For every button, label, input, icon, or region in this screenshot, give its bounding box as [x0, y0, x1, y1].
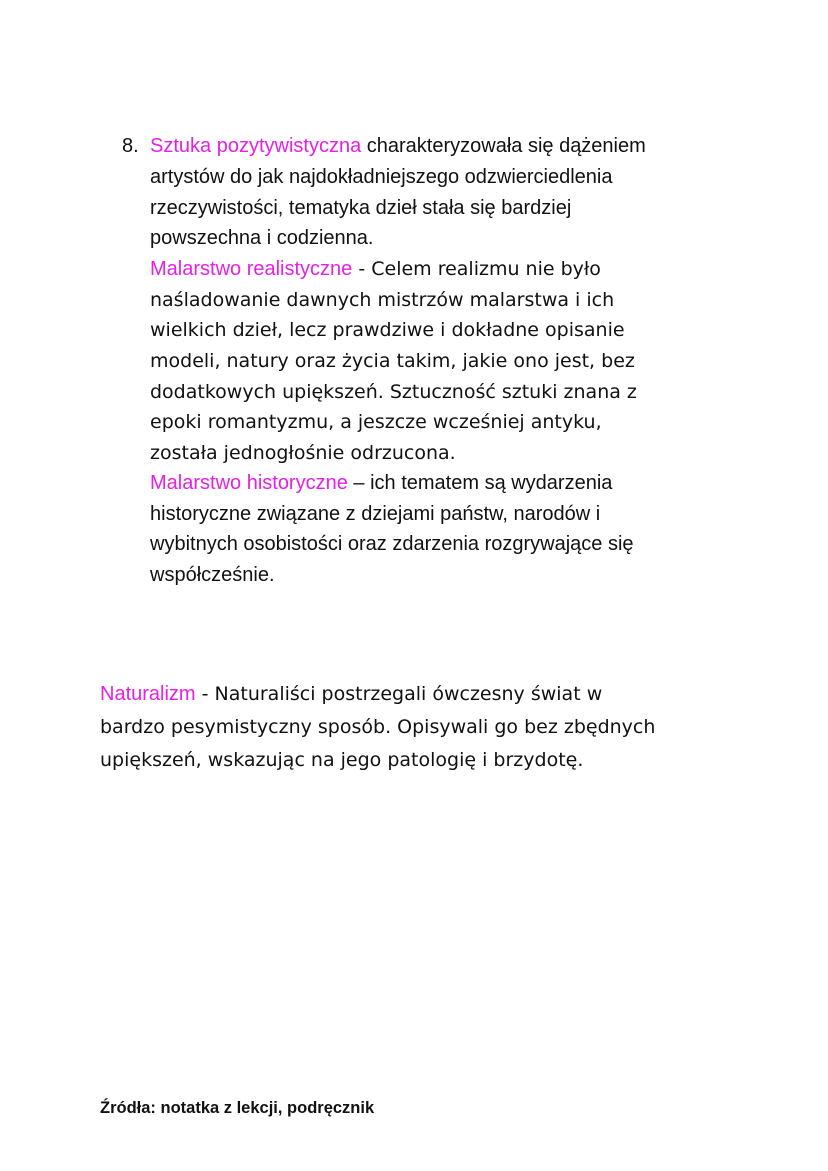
text-line: [150, 257, 601, 281]
term-historical-painting: Malarstwo historyczne: [150, 472, 348, 494]
text-line: współcześnie.: [150, 564, 275, 586]
text-line: artystów do jak najdokładniejszego odzwierciedlenia: [150, 166, 613, 188]
text-line: historyczne związane z dziejami państw, narodów i: [150, 503, 601, 525]
line-text: - Naturaliści postrzegali ówczesny świat w: [195, 683, 603, 705]
list-number: 8.: [122, 135, 139, 157]
text-line: modeli, natury oraz życia takim, jakie ono jest, bez: [150, 350, 635, 372]
text-line: [150, 471, 612, 495]
text-line: bardzo pesymistyczny sposób. Opisywali go bez zbędnych: [100, 716, 656, 738]
text-line: została jednogłośnie odrzucona.: [150, 442, 456, 464]
term-naturalism: Naturalizm: [100, 683, 196, 705]
text-line: dodatkowych upiększeń. Sztuczność sztuki znana z: [150, 381, 637, 403]
text-line: wielkich dzieł, lecz prawdziwe i dokładne opisanie: [150, 319, 625, 341]
text-line: naśladowanie dawnych mistrzów malarstwa i ich: [150, 289, 615, 311]
line-text: – ich tematem są wydarzenia: [347, 472, 613, 494]
text-line: wybitnych osobistości oraz zdarzenia rozgrywające się: [150, 533, 634, 555]
text-line: [150, 134, 646, 158]
text-line: powszechna i codzienna.: [150, 227, 374, 249]
text-line: [100, 682, 602, 706]
line-text: charakteryzowała się dążeniem: [361, 135, 646, 157]
line-text: - Celem realizmu nie było: [352, 258, 601, 280]
sources-note: Źródła: notatka z lekcji, podręcznik: [100, 1099, 375, 1117]
text-line: rzeczywistości, tematyka dzieł stała się bardziej: [150, 197, 572, 219]
text-line: epoki romantyzmu, a jeszcze wcześniej antyku,: [150, 411, 602, 433]
text-line: upiększeń, wskazując na jego patologię i brzydotę.: [100, 749, 584, 771]
term-positivist-art: Sztuka pozytywistyczna: [150, 135, 362, 157]
term-realist-painting: Malarstwo realistyczne: [150, 258, 353, 280]
